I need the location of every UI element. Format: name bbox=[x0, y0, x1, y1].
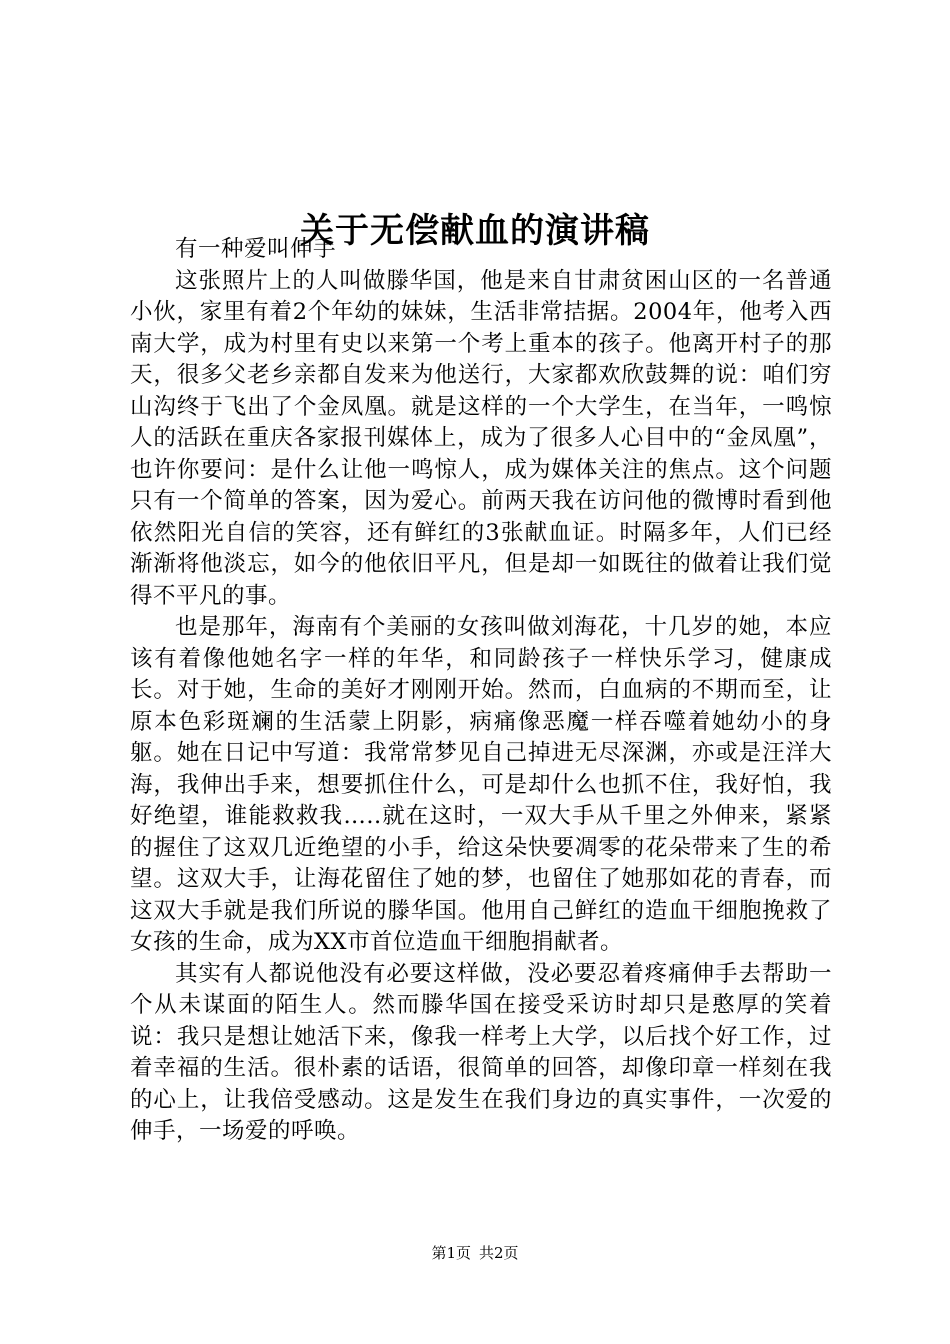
paragraph: 其实有人都说他没有必要这样做，没必要忍着疼痛伸手去帮助一个从未谋面的陌生人。然而滕华国在接受采访时却只是憨厚的笑着说：我只是想让她活下来，像我一样考上大学，以后找个好工作，过着幸福的生活。很朴素的话语，很简单的回答，却像印章一样刻在我的心上，让我倍受感动。这是发生在我们身边的真实事件，一次爱的伸手，一场爱的呼唤。 bbox=[130, 960, 832, 1144]
page-number: 第1页 bbox=[431, 1244, 471, 1262]
paragraph: 也是那年，海南有个美丽的女孩叫做刘海花，十几岁的她，本应该有着像他她名字一样的年华，和同龄孩子一样快乐学习，健康成长。对于她，生命的美好才刚刚开始。然而，白血病的不期而至，让原本色彩斑斓的生活蒙上阴影，病痛像恶魔一样吞噬着她幼小的身躯。她在日记中写道：我常常梦见自己掉进无尽深渊，亦或是汪洋大海，我伸出手来，想要抓住什么，可是却什么也抓不住，我好怕，我好绝望，谁能救救我…..就在这时，一双大手从千里之外伸来，紧紧的握住了这双几近绝望的小手，给这朵快要凋零的花朵带来了生的希望。这双大手，让海花留住了她的梦，也留住了她那如花的青春，而这双大手就是我们所说的滕华国。他用自己鲜红的造血干细胞挽救了女孩的生命，成为XX市首位造血干细胞捐献者。 bbox=[130, 614, 832, 955]
page-total: 共2页 bbox=[479, 1244, 519, 1262]
page-footer bbox=[0, 1243, 950, 1263]
document-body bbox=[130, 234, 832, 1148]
document-subtitle: 有一种爱叫伸手 bbox=[175, 236, 337, 262]
document-title: 关于无偿献血的演讲稿 bbox=[300, 210, 650, 251]
paragraph: 这张照片上的人叫做滕华国，他是来自甘肃贫困山区的一名普通小伙，家里有着2个年幼的妹妹，生活非常拮据。2004年，他考入西南大学，成为村里有史以来第一个考上重本的孩子。他离开村子的那天，很多父老乡亲都自发来为他送行，大家都欢欣鼓舞的说：咱们穷山沟终于飞出了个金凤凰。就是这样的一个大学生，在当年，一鸣惊人的活跃在重庆各家报刊媒体上，成为了很多人心目中的“金凤凰”，也许你要问：是什么让他一鸣惊人，成为媒体关注的焦点。这个问题只有一个简单的答案，因为爱心。前两天我在访问他的微博时看到他依然阳光自信的笑容，还有鲜红的3张献血证。时隔多年，人们已经渐渐将他淡忘，如今的他依旧平凡，但是却一如既往的做着让我们觉得不平凡的事。 bbox=[130, 267, 832, 609]
